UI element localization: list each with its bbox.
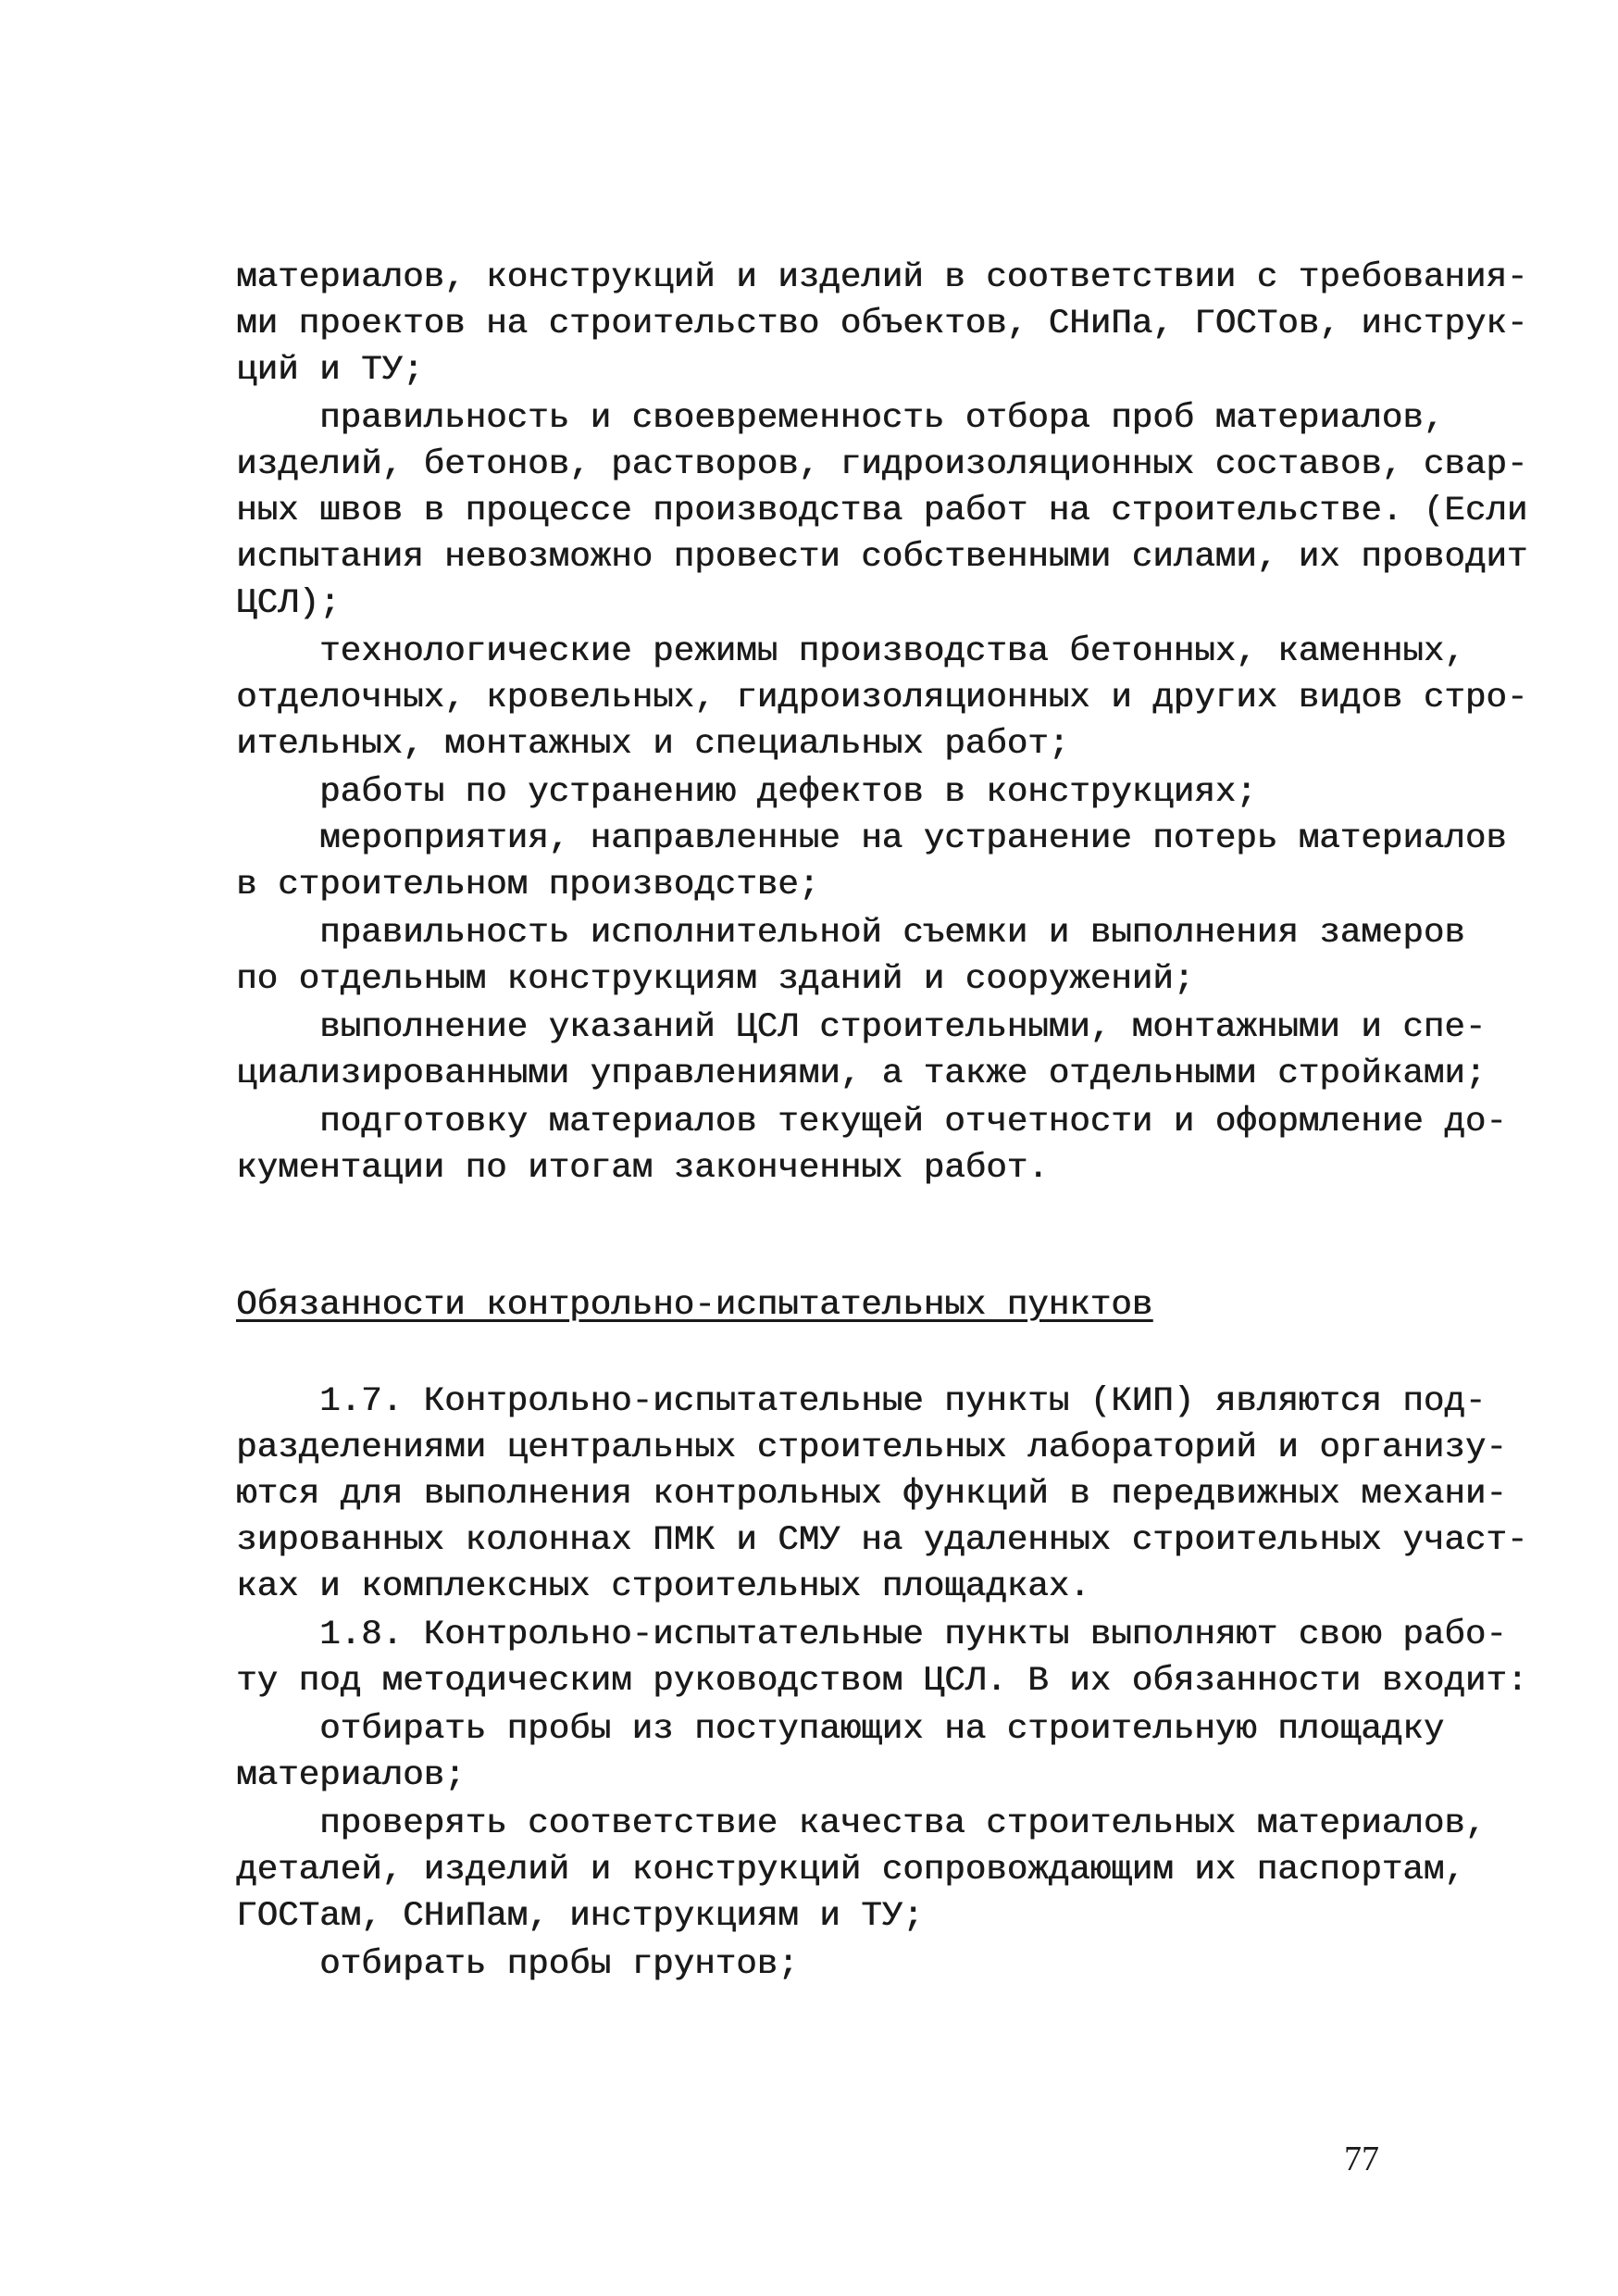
- text-line: проверять соответствие качества строительных материалов,: [319, 1804, 1487, 1843]
- text-line: зированных колоннах ПМК и СМУ на удаленных строительных участ-: [236, 1521, 1528, 1560]
- section-heading: Обязанности контрольно-испытательных пунктов: [236, 1286, 1153, 1325]
- text-line: правильность и своевременность отбора проб материалов,: [319, 399, 1445, 438]
- text-line: ются для выполнения контрольных функций в передвижных механи-: [236, 1475, 1507, 1514]
- text-line: технологические режимы производства бетонных, каменных,: [319, 632, 1465, 671]
- text-line: ГОСТам, СНиПам, инструкциям и ТУ;: [236, 1897, 924, 1936]
- text-line: ках и комплексных строительных площадках.: [236, 1567, 1090, 1606]
- text-line: отбирать пробы грунтов;: [319, 1945, 799, 1984]
- text-line: подготовку материалов текущей отчетности и оформление до-: [319, 1103, 1507, 1142]
- text-line: ных швов в процессе производства работ на строительстве. (Если: [236, 492, 1528, 530]
- text-line: работы по устранению дефектов в конструкциях;: [319, 773, 1257, 812]
- text-line: 1.8. Контрольно-испытательные пункты выполняют свою рабо-: [319, 1616, 1507, 1654]
- text-line: циализированными управлениями, а также отдельными стройками;: [236, 1054, 1487, 1093]
- text-line: ций и ТУ;: [236, 351, 424, 390]
- text-line: испытания невозможно провести собственными силами, их проводит: [236, 538, 1528, 577]
- text-line: изделий, бетонов, растворов, гидроизоляционных составов, свар-: [236, 445, 1528, 484]
- text-line: кументации по итогам законченных работ.: [236, 1149, 1049, 1188]
- text-line: материалов, конструкций и изделий в соответствии с требования-: [236, 258, 1528, 297]
- text-line: ми проектов на строительство объектов, СНиПа, ГОСТов, инструк-: [236, 305, 1528, 343]
- text-line: деталей, изделий и конструкций сопровождающим их паспортам,: [236, 1851, 1465, 1890]
- text-line: разделениями центральных строительных лабораторий и организу-: [236, 1429, 1507, 1467]
- text-line: материалов;: [236, 1756, 466, 1795]
- text-line: отбирать пробы из поступающих на строительную площадку: [319, 1710, 1445, 1749]
- text-line: отделочных, кровельных, гидроизоляционных и других видов стро-: [236, 679, 1528, 718]
- page-number: 77: [1344, 2140, 1379, 2178]
- text-line: в строительном производстве;: [236, 866, 820, 905]
- text-line: выполнение указаний ЦСЛ строительными, монтажными и спе-: [319, 1008, 1487, 1047]
- text-line: ительных, монтажных и специальных работ;: [236, 725, 1070, 764]
- text-line: 1.7. Контрольно-испытательные пункты (КИП) являются под-: [319, 1382, 1487, 1421]
- text-line: по отдельным конструкциям зданий и сооружений;: [236, 960, 1195, 999]
- text-line: правильность исполнительной съемки и выполнения замеров: [319, 914, 1465, 953]
- text-line: ЦСЛ);: [236, 584, 341, 623]
- text-line: ту под методическим руководством ЦСЛ. В их обязанности входит:: [236, 1662, 1528, 1701]
- text-line: мероприятия, направленные на устранение потерь материалов: [319, 819, 1507, 858]
